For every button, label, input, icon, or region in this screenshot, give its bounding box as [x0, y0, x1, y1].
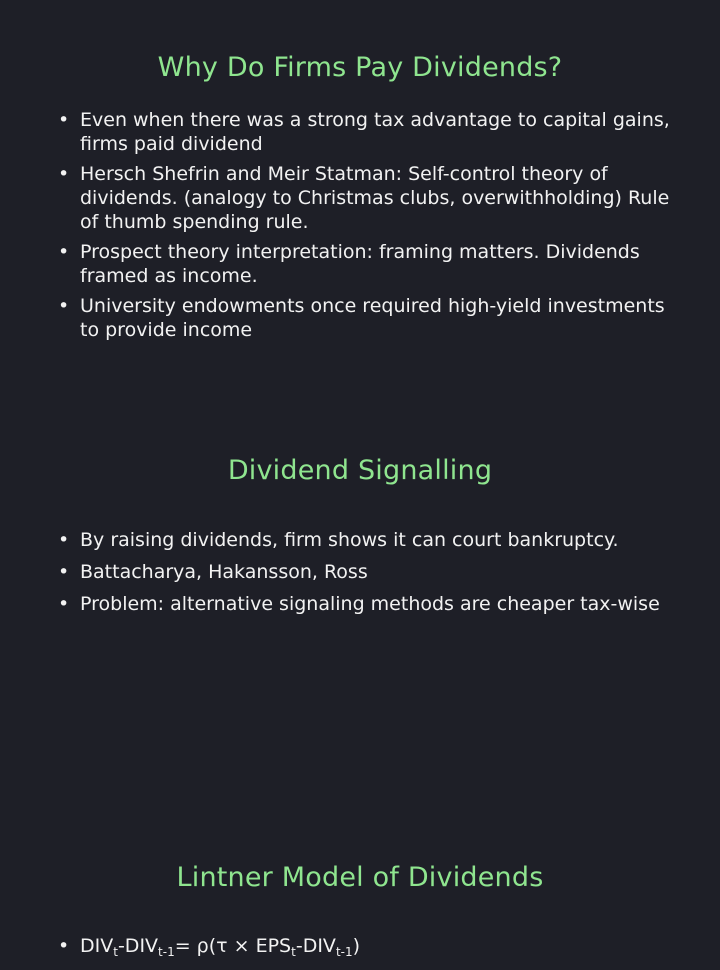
bullet-item: • Even when there was a strong tax advantage to capital gains, firms paid dividend — [58, 109, 670, 155]
bullet-icon: • — [58, 593, 70, 615]
bullet-list — [58, 934, 683, 970]
bullet-item: • Hersch Shefrin and Meir Statman: Self-control theory of dividends. (analogy to Christmas clubs, overwithholding) Rule of thumb spending rule. — [58, 163, 670, 233]
bullet-item: • Problem: alternative signaling methods are cheaper tax-wise — [58, 593, 660, 615]
bullet-icon: • — [58, 109, 70, 131]
bullet-icon: • — [58, 241, 70, 263]
slide-why-dividends — [0, 52, 720, 341]
bullet-list — [58, 528, 683, 624]
bullet-icon: • — [58, 561, 70, 583]
bullet-item: • Prospect theory interpretation: framing matters. Dividends framed as income. — [58, 241, 640, 287]
slide-title: Dividend Signalling — [227, 455, 493, 486]
bullet-item: • University endowments once required high-yield investments to provide income — [58, 295, 665, 341]
slide-dividend-signalling — [0, 455, 720, 615]
bullet-icon: • — [58, 935, 70, 957]
bullet-icon: • — [58, 163, 70, 185]
bullet-item: • Battacharya, Hakansson, Ross — [58, 561, 368, 583]
bullet-item: • By raising dividends, firm shows it can court bankruptcy. — [58, 529, 619, 551]
bullet-icon: • — [58, 529, 70, 551]
bullet-icon: • — [58, 295, 70, 317]
slide-title: Lintner Model of Dividends — [176, 862, 544, 893]
bullet-list — [58, 108, 683, 348]
formula-bullet: • $DIV_t-DIV_{t-1}= \rho(\tau \times EPS_t-DIV_{t-1})$ — [58, 935, 361, 959]
slide-title: Why Do Firms Pay Dividends? — [157, 52, 563, 83]
slide-lintner-model — [0, 862, 720, 959]
